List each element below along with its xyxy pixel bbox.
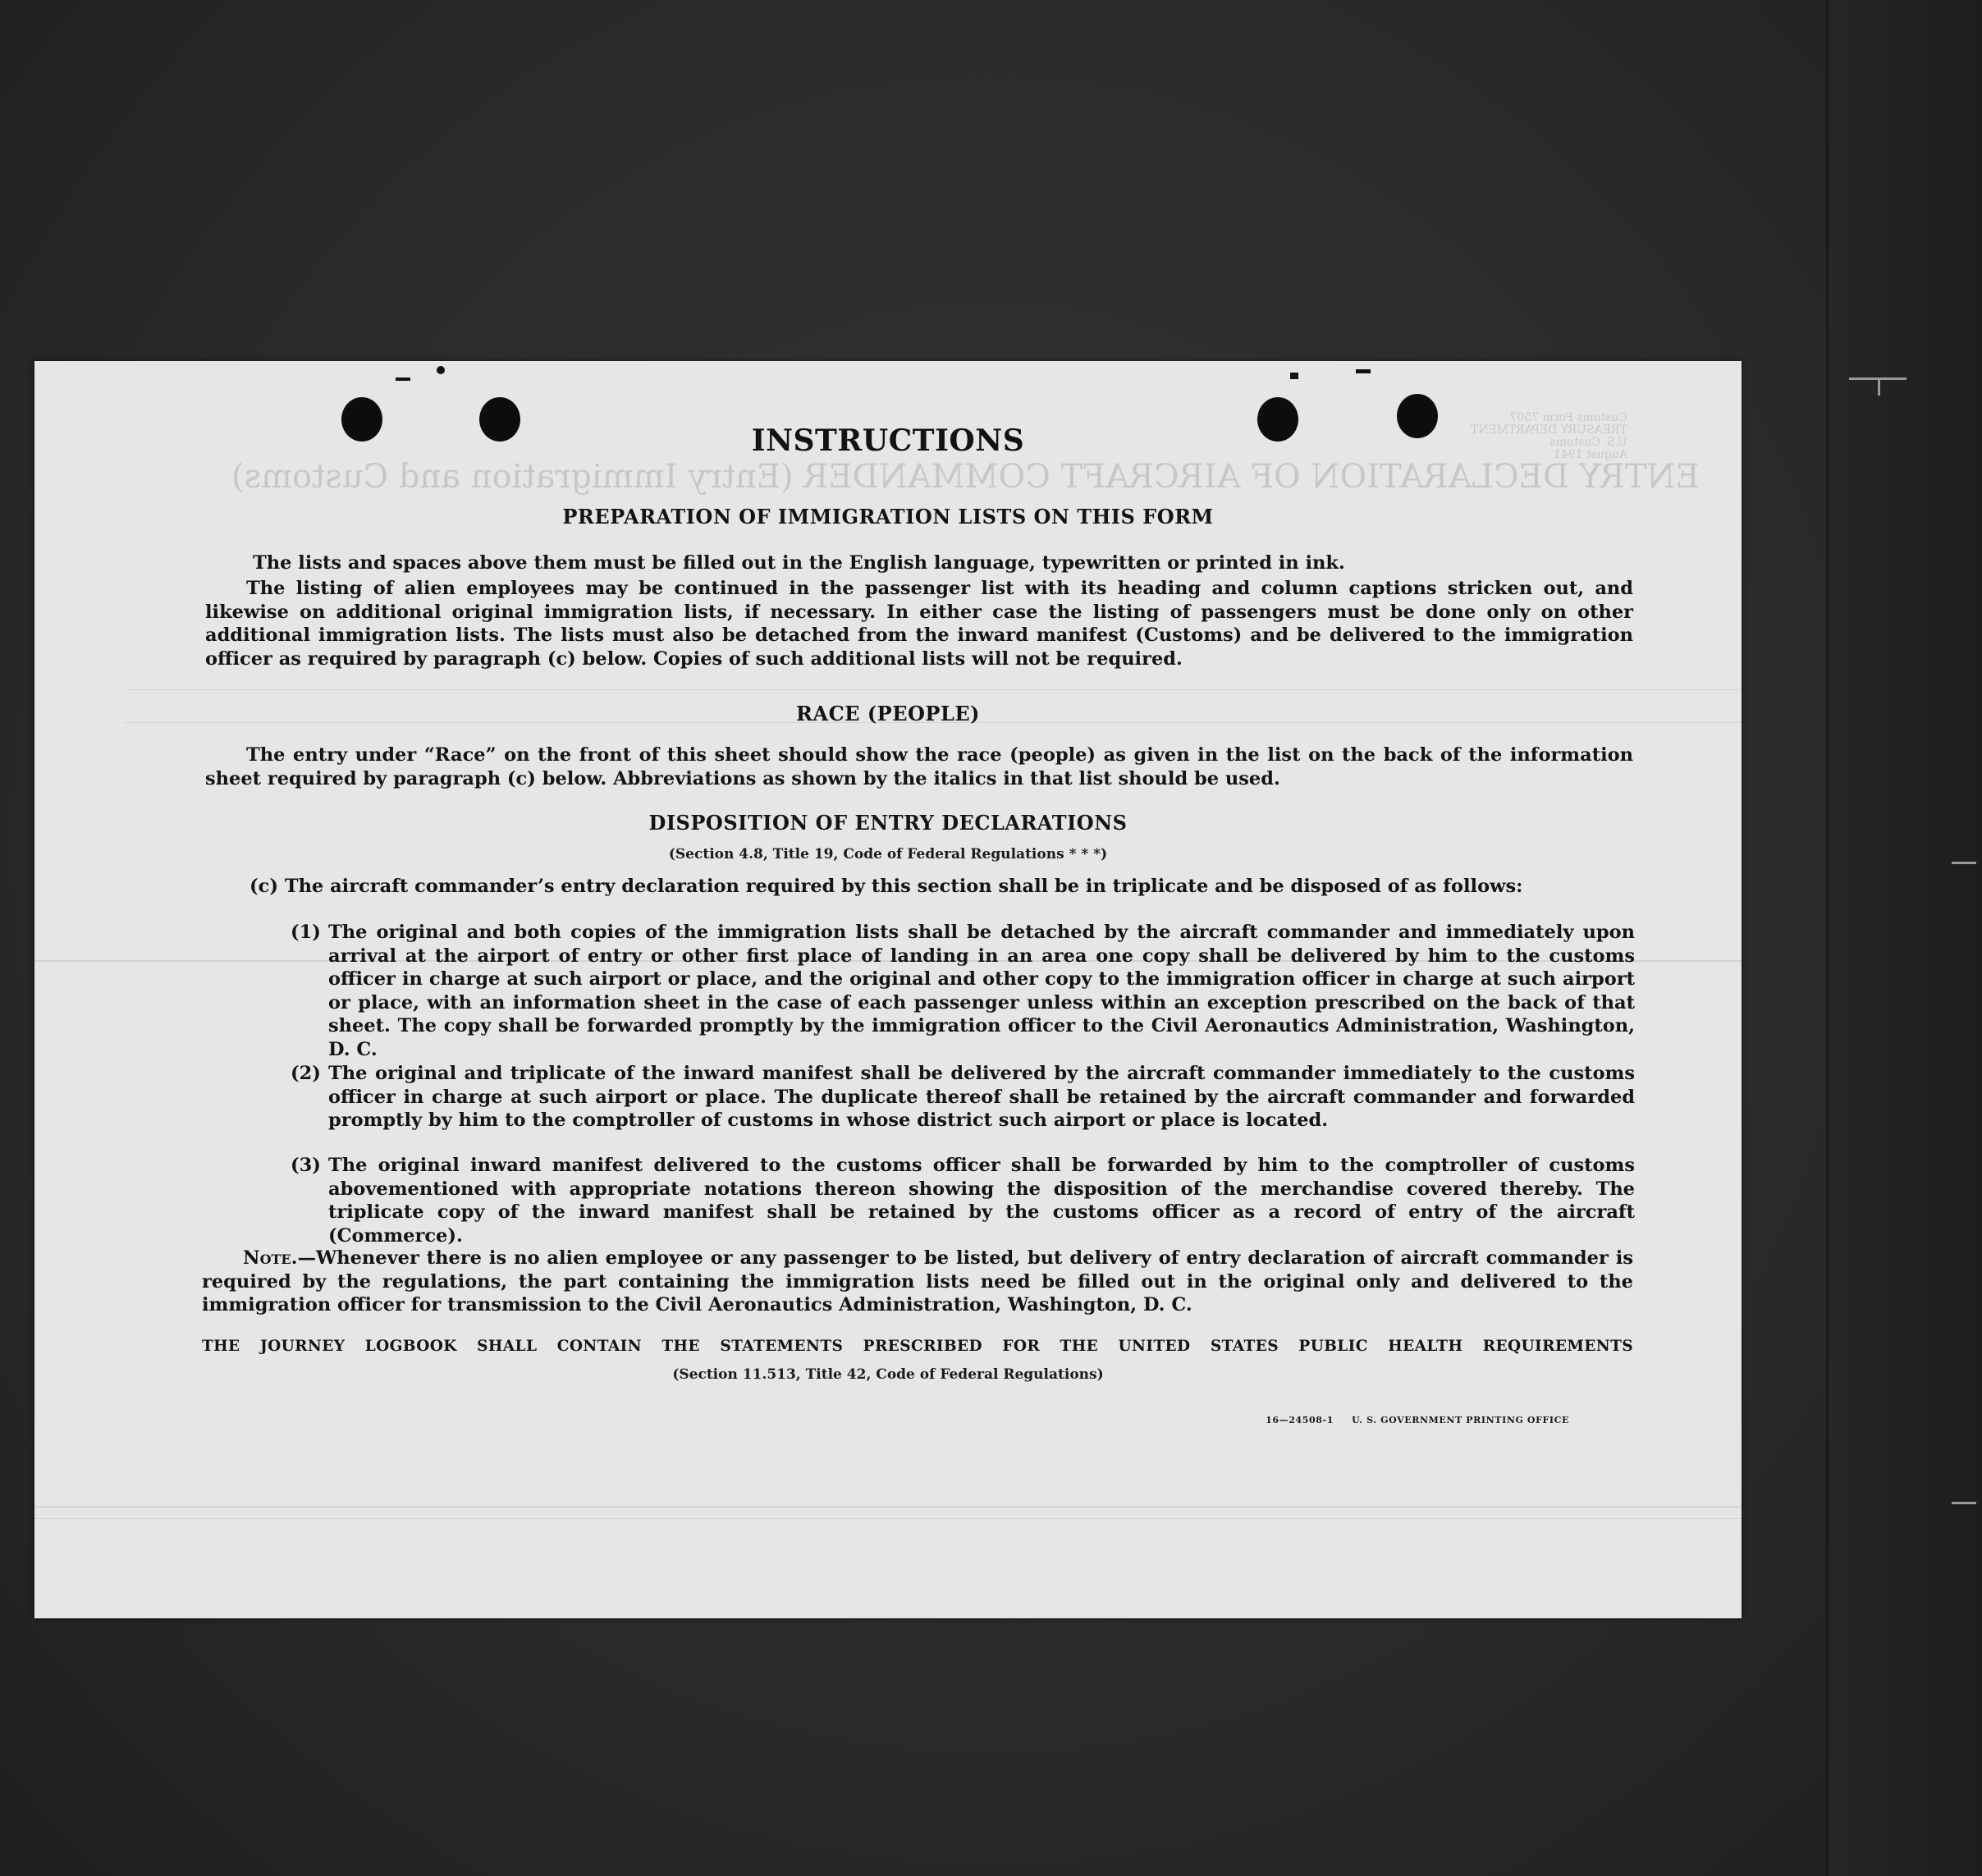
section-heading-disposition: DISPOSITION OF ENTRY DECLARATIONS: [648, 811, 1128, 835]
paragraph-english-language: The lists and spaces above them must be filled out in the English language, typewritten or printed in ink.: [253, 552, 1345, 574]
paragraph-alien-employees: The listing of alien employees may be continued in the passenger list with its heading and column captions stricken out, and likewise on additional original immigration lists, if necessary. In either case the listing of passengers must be done only on other additional immigration lists. The lists must also be detached from the inward manifest (Customs) and be delivered to the immigration officer as required by paragraph (c) below. Copies of such additional lists will not be required.: [205, 578, 1633, 670]
bleed-through: Customs Form 7507 TREASURY DEPARTMENT U.S. Customs August 1941: [1471, 411, 1627, 461]
print-office: U. S. GOVERNMENT PRINTING OFFICE: [1352, 1415, 1569, 1425]
paragraph-triplicate-intro: (c) The aircraft commander’s entry declaration required by this section shall be in triplicate and be disposed of as follows:: [249, 876, 1523, 897]
list-item-number: (3): [291, 1155, 321, 1176]
list-item-number: (2): [291, 1063, 321, 1084]
edge-mark: [1878, 379, 1880, 396]
list-item-text: The original inward manifest delivered to the customs officer shall be forwarded by him to the comptroller of customs abovementioned with appropriate notations thereon showing the disposition of the merchandise covered thereby. The triplicate copy of the inward manifest shall be retained by the customs officer as a record of entry of the aircraft (Commerce).: [328, 1155, 1635, 1247]
bleed-through: ENTRY DECLARATION OF AIRCRAFT COMMANDER (Entry Immigration and Customs): [231, 458, 1700, 496]
speck: [1356, 369, 1371, 373]
printing-office-imprint: [1266, 1415, 1569, 1425]
document-title: INSTRUCTIONS: [751, 423, 1025, 458]
note-paragraph: [202, 1247, 1633, 1317]
document-sheet: [34, 361, 1742, 1618]
public-health-statement: THE JOURNEY LOGBOOK SHALL CONTAIN THE STATEMENTS PRESCRIBED FOR THE UNITED STATES PUBLIC HEALTH REQUIREMENTS: [202, 1338, 1633, 1355]
list-item: [291, 1062, 1635, 1140]
note-text: —Whenever there is no alien employee or any passenger to be listed, but delivery of entry declaration of aircraft commander is required by the regulations, the part containing the immigration lists need be filled out in the original only and delivered to the immigration officer for transmission to the Civil Aeronautics Administration, Washington, D. C.: [202, 1247, 1633, 1315]
edge-mark: [1952, 862, 1976, 864]
bleed-line: [125, 689, 1742, 690]
bleed-line: [34, 1518, 1742, 1519]
list-item: [291, 921, 1635, 1060]
edge-mark: [1952, 1502, 1976, 1504]
note-label: Note.: [243, 1247, 298, 1269]
bleed-line: [34, 1506, 1742, 1508]
list-item-number: (1): [291, 922, 321, 943]
print-code: 16—24508-1: [1266, 1415, 1334, 1425]
speck: [1290, 373, 1298, 379]
public-health-citation: (Section 11.513, Title 42, Code of Federal Regulations): [672, 1366, 1104, 1383]
list-item-text: The original and triplicate of the inward manifest shall be delivered by the aircraft commander immediately to the customs officer in charge at such airport or place. The duplicate thereof shall be retained by the aircraft commander and forwarded promptly by him to the comptroller of customs in whose district such airport or place is located.: [328, 1063, 1635, 1131]
list-item: [291, 1154, 1635, 1247]
list-item-text: The original and both copies of the immigration lists shall be detached by the aircraft commander and immediately upon arrival at the airport of entry or other first place of landing in an area one copy shall be delivered by him to the customs officer in charge at such airport or place, and the original and other copy to the immigration officer in charge at such airport or place, with an information sheet in the case of each passenger unless within an exception prescribed on the back of that sheet. The copy shall be forwarded promptly by the immigration officer to the Civil Aeronautics Administration, Washington, D. C.: [328, 922, 1635, 1060]
regulation-citation: (Section 4.8, Title 19, Code of Federal Regulations * * *): [668, 846, 1108, 863]
film-edge-strip: [1826, 0, 1982, 1876]
speck: [396, 377, 410, 381]
section-heading-preparation: PREPARATION OF IMMIGRATION LISTS ON THIS FORM: [562, 505, 1214, 528]
section-heading-race: RACE (PEOPLE): [796, 702, 980, 725]
speck: [437, 366, 445, 374]
paragraph-race: The entry under “Race” on the front of this sheet should show the race (people) as given in the list on the back of the information sheet required by paragraph (c) below. Abbreviations as shown by the italics in that list should be used.: [205, 744, 1633, 789]
